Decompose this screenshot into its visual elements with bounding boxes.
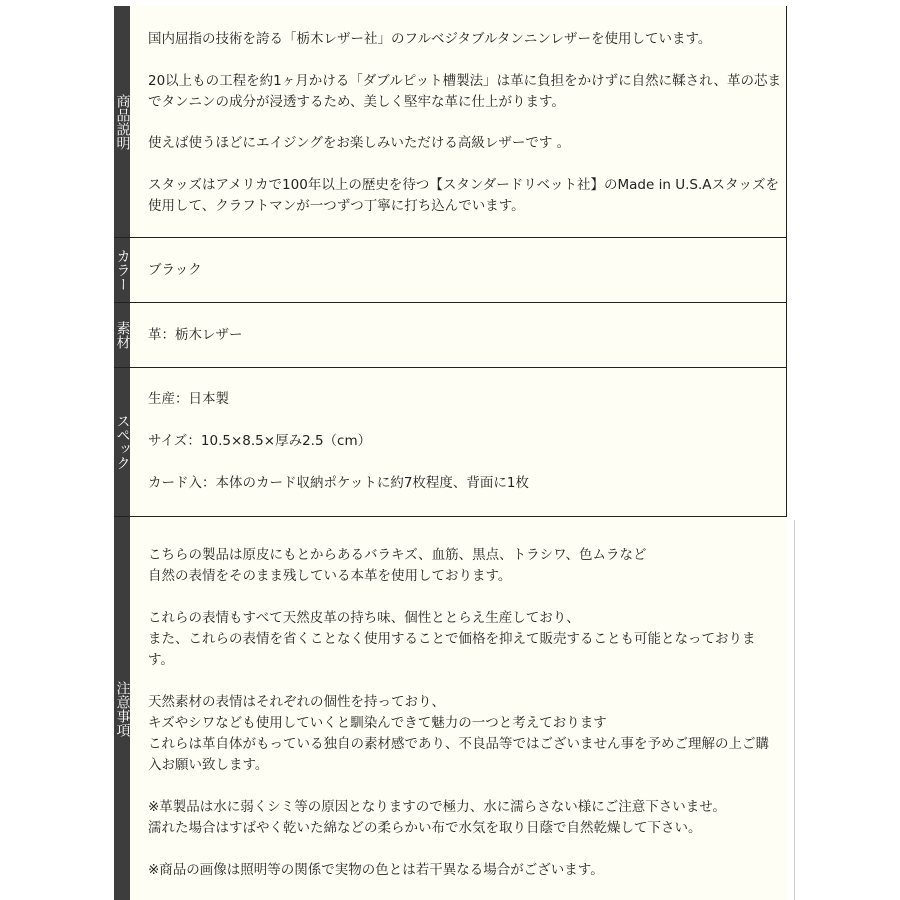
- notes-line: 自然の表情をそのまま残している本革を使用しております。: [148, 568, 512, 584]
- spec-header: スペック: [114, 368, 130, 516]
- description-line: 使用して、クラフトマンが一つずつ丁寧に打ち込んでいます。: [148, 198, 525, 214]
- material-value: 革：栃木レザー: [148, 327, 243, 343]
- product-detail-table: [114, 6, 787, 900]
- material-header: 素材: [114, 303, 130, 367]
- notes-line: 濡れた場合はすばやく乾いた綿などの柔らかい布で水気を取り日蔭で自然乾燥して下さい。: [148, 820, 702, 836]
- notes-line: また、これらの表情を省くことなく使用することで価格を抑えて販売することも可能となっておりま: [148, 631, 756, 647]
- description-line: スタッズはアメリカで100年以上の歴史を待つ【スタンダードリベット社】のMade in U.S.Aスタッズを: [148, 177, 779, 193]
- description-row: [114, 6, 787, 237]
- color-value: ブラック: [148, 262, 202, 278]
- notes-line: ※商品の画像は照明等の関係で実物の色とは若干異なる場合がございます。: [148, 862, 604, 878]
- color-body: [130, 238, 787, 302]
- notes-line: こちらの製品は原皮にもとからあるバラキズ、血筋、黒点、トラシワ、色ムラなど: [148, 547, 647, 563]
- page-edge-line: [794, 520, 795, 900]
- notes-line: キズやシワなども使用していくと馴染んできて魅力の一つと考えております: [148, 715, 607, 731]
- material-row: [114, 303, 787, 367]
- notes-body: [130, 517, 787, 900]
- description-header: 商品説明: [114, 6, 130, 237]
- spec-body: [130, 368, 787, 516]
- description-line: 使えば使うほどにエイジングをお楽しみいただける高級レザーです 。: [148, 135, 571, 151]
- color-row: [114, 238, 787, 302]
- notes-header: 注意事項: [114, 517, 130, 900]
- description-body: [130, 6, 787, 237]
- notes-row: [114, 517, 787, 900]
- notes-line: これらの表情もすべて天然皮革の持ち味、個性ととらえ生産しており、: [148, 610, 580, 626]
- notes-line: 天然素材の表情はそれぞれの個性を持っており、: [148, 694, 445, 710]
- color-header: カラー: [114, 238, 130, 302]
- spec-row: [114, 368, 787, 516]
- material-body: [130, 303, 787, 367]
- spec-line: 生産：日本製: [148, 391, 229, 407]
- spec-line: サイズ：10.5×8.5×厚み2.5（cm）: [148, 433, 372, 449]
- description-line: でタンニンの成分が浸透するため、美しく堅牢な革に仕上がります。: [148, 94, 565, 110]
- spec-line: カード入：本体のカード収納ポケットに約7枚程度、背面に1枚: [148, 475, 530, 491]
- notes-line: ※革製品は水に弱くシミ等の原因となりますので極力、水に濡らさない様にご注意下さいませ。: [148, 799, 726, 815]
- notes-line: 入お願い致します。: [148, 757, 269, 773]
- description-line: 国内屈指の技術を誇る「栃木レザー社」のフルベジタブルタンニンレザーを使用しています。: [148, 31, 712, 47]
- notes-line: これらは革自体がもっている独自の素材感であり、不良品等ではございません事を予めご理解の上ご購: [148, 736, 769, 752]
- description-line: 20以上もの工程を約1ヶ月かける「ダブルピット槽製法」は革に負担をかけずに自然に鞣され、革の芯ま: [148, 73, 781, 89]
- notes-line: す。: [148, 652, 174, 668]
